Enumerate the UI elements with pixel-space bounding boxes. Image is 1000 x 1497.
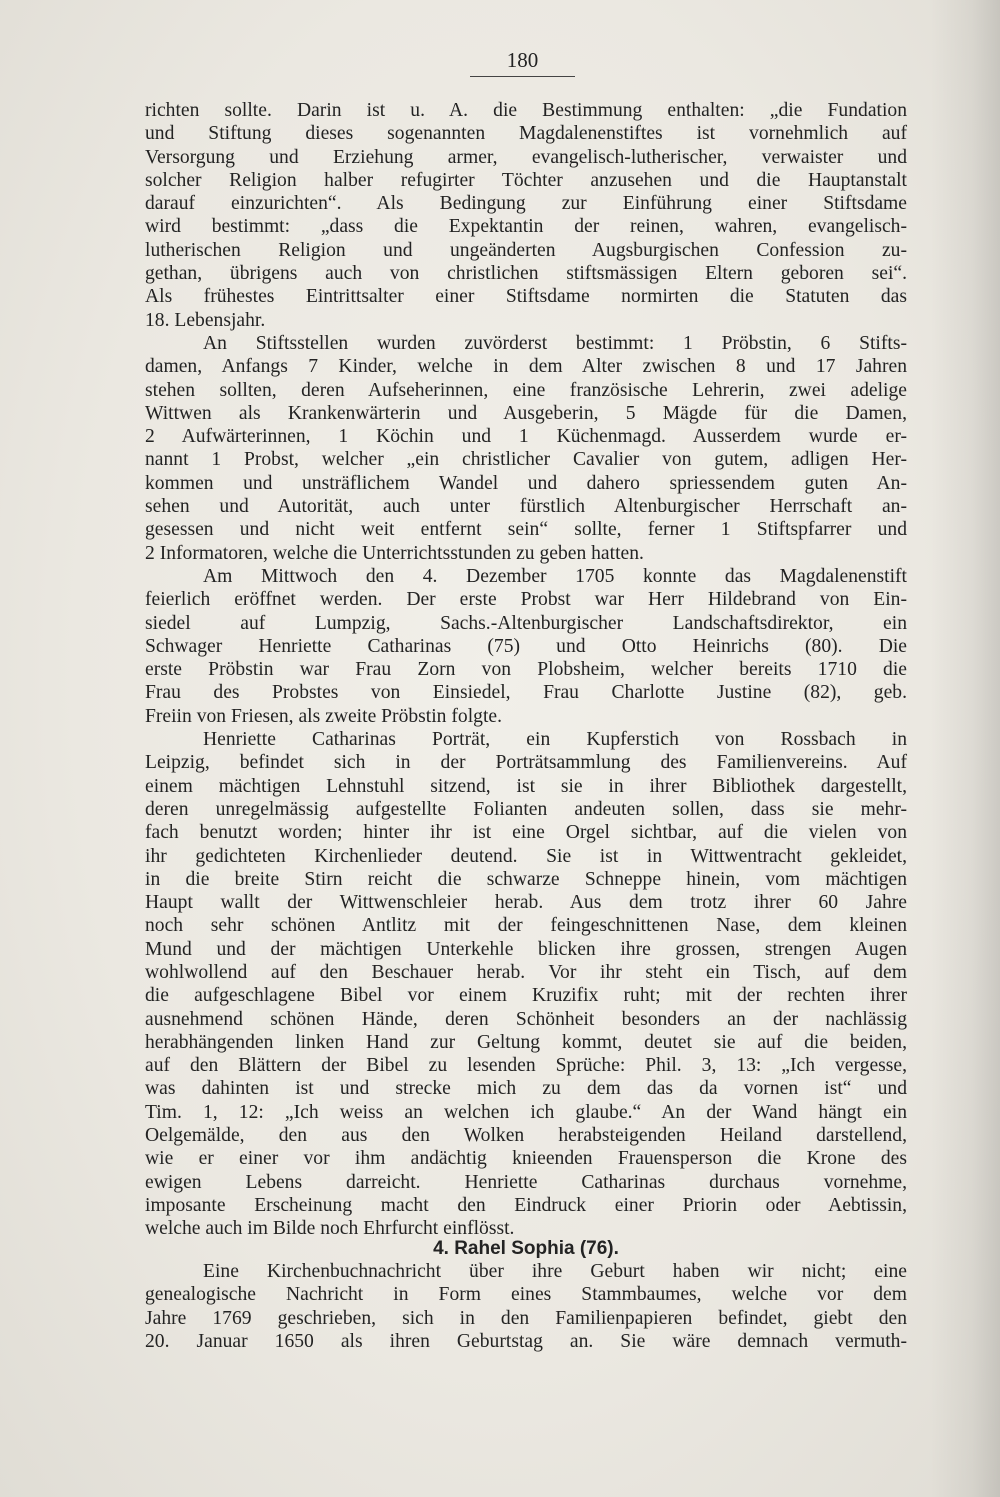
text-line: fach benutzt worden; hinter ihr ist eine Orgel sichtbar, auf die vielen von: [145, 822, 907, 844]
text-line: in die breite Stirn reicht die schwarze Schneppe hinein, vom mächtigen: [145, 868, 907, 890]
text-line: noch sehr schönen Antlitz mit der feingeschnittenen Nase, dem kleinen: [145, 915, 907, 937]
text-line: herabhängenden linken Hand zur Geltung kommt, deutet sie auf die beiden,: [145, 1031, 907, 1053]
text-line: 18. Lebensjahr.: [145, 309, 266, 331]
text-line: auf den Blättern der Bibel zu lesenden Sprüche: Phil. 3, 13: „Ich vergesse,: [145, 1055, 907, 1077]
text-line: Als frühestes Eintrittsalter einer Stiftsdame normirten die Statuten das: [145, 286, 907, 308]
text-line: deren unregelmässig aufgestellte Folianten andeuten sollen, dass sie mehr-: [145, 798, 907, 820]
text-line: damen, Anfangs 7 Kinder, welche in dem Alter zwischen 8 und 17 Jahren: [145, 356, 907, 378]
text-line: An Stiftsstellen wurden zuvörderst bestimmt: 1 Pröbstin, 6 Stifts-: [203, 332, 907, 354]
text-line: wie er einer vor ihm andächtig knieenden Frauensperson die Krone des: [145, 1148, 907, 1170]
text-line: Am Mittwoch den 4. Dezember 1705 konnte das Magdalenenstift: [203, 565, 907, 587]
text-line: genealogische Nachricht in Form eines Stammbaumes, welche vor dem: [145, 1284, 907, 1306]
text-line: Haupt wallt der Wittwenschleier herab. Aus dem trotz ihrer 60 Jahre: [145, 892, 907, 914]
text-line: feierlich eröffnet werden. Der erste Probst war Herr Hildebrand von Ein-: [145, 589, 907, 611]
text-line: Versorgung und Erziehung armer, evangelisch-lutherischer, verwaister und: [145, 146, 907, 168]
body-text-upper: [145, 99, 907, 1241]
text-line: 20. Januar 1650 als ihren Geburtstag an. Sie wäre demnach vermuth-: [145, 1330, 907, 1352]
text-line: welche auch im Bilde noch Ehrfurcht einflösst.: [145, 1218, 515, 1240]
text-line: Mund und der mächtigen Unterkehle blicken ihre grossen, strengen Augen: [145, 938, 907, 960]
text-line: 2 Informatoren, welche die Unterrichtsstunden zu geben hatten.: [145, 542, 644, 564]
body-text-lower: [145, 1260, 907, 1353]
text-line: 2 Aufwärterinnen, 1 Köchin und 1 Küchenmagd. Ausserdem wurde er-: [145, 426, 907, 448]
text-line: Wittwen als Krankenwärterin und Ausgeberin, 5 Mägde für die Damen,: [145, 402, 907, 424]
text-line: darauf einzurichten“. Als Bedingung zur Einführung einer Stiftsdame: [145, 193, 907, 215]
text-line: Tim. 1, 12: „Ich weiss an welchen ich glaube.“ An der Wand hängt ein: [145, 1101, 907, 1123]
text-line: die aufgeschlagene Bibel vor einem Kruzifix ruht; mit der rechten ihrer: [145, 985, 907, 1007]
text-line: sehen und Autorität, auch unter fürstlich Altenburgischer Herrschaft an-: [145, 496, 907, 518]
text-line: wird bestimmt: „dass die Expektantin der reinen, wahren, evangelisch-: [145, 216, 907, 238]
text-line: Leipzig, befindet sich in der Porträtsammlung des Familienvereins. Auf: [145, 752, 907, 774]
text-line: Freiin von Friesen, als zweite Pröbstin folgte.: [145, 705, 502, 727]
text-line: Frau des Probstes von Einsiedel, Frau Charlotte Justine (82), geb.: [145, 682, 907, 704]
text-line: Oelgemälde, den aus den Wolken herabsteigenden Heiland darstellend,: [145, 1125, 907, 1147]
section-heading: 4. Rahel Sophia (76).: [433, 1238, 619, 1259]
text-line: kommen und unsträflichem Wandel und dahero spriessendem guten An-: [145, 472, 907, 494]
text-line: Schwager Henriette Catharinas (75) und Otto Heinrichs (80). Die: [145, 635, 907, 657]
text-line: stehen sollten, deren Aufseherinnen, eine französische Lehrerin, zwei adelige: [145, 379, 907, 401]
text-line: ihr gedichteten Kirchenlieder deutend. Sie ist in Wittwentracht gekleidet,: [145, 845, 907, 867]
text-line: imposante Erscheinung macht den Eindruck einer Priorin oder Aebtissin,: [145, 1194, 907, 1216]
text-line: was dahinten ist und strecke mich zu dem das da vornen ist“ und: [145, 1078, 907, 1100]
text-line: Henriette Catharinas Porträt, ein Kupferstich von Rossbach in: [203, 729, 907, 751]
text-line: ewigen Lebens darreicht. Henriette Catharinas durchaus vornehme,: [145, 1171, 907, 1193]
text-line: gethan, übrigens auch von christlichen stiftsmässigen Eltern geboren sei“.: [145, 263, 907, 285]
page-number: 180: [470, 46, 575, 77]
text-line: gesessen und nicht weit entfernt sein“ sollte, ferner 1 Stiftspfarrer und: [145, 519, 907, 541]
text-line: nannt 1 Probst, welcher „ein christlicher Cavalier von gutem, adligen Her-: [145, 449, 907, 471]
text-line: Eine Kirchenbuchnachricht über ihre Geburt haben wir nicht; eine: [203, 1261, 907, 1282]
text-line: einem mächtigen Lehnstuhl sitzend, ist sie in ihrer Bibliothek dargestellt,: [145, 775, 907, 797]
text-line: ausnehmend schönen Hände, deren Schönheit besonders an der nachlässig: [145, 1008, 907, 1030]
text-line: wohlwollend auf den Beschauer herab. Vor ihr steht ein Tisch, auf dem: [145, 961, 907, 983]
text-line: richten sollte. Darin ist u. A. die Bestimmung enthalten: „die Fundation: [145, 100, 907, 121]
text-line: Jahre 1769 geschrieben, sich in den Familienpapieren befindet, giebt den: [145, 1307, 907, 1329]
page-edge-shadow: [930, 0, 1000, 1497]
text-line: erste Pröbstin war Frau Zorn von Plobsheim, welcher bereits 1710 die: [145, 659, 907, 681]
text-line: siedel auf Lumpzig, Sachs.-Altenburgischer Landschaftsdirektor, ein: [145, 612, 907, 634]
text-line: lutherischen Religion und ungeänderten Augsburgischen Confession zu-: [145, 239, 907, 261]
text-line: solcher Religion halber refugirter Töchter anzusehen und die Hauptanstalt: [145, 169, 907, 191]
text-line: und Stiftung dieses sogenannten Magdalenenstiftes ist vornehmlich auf: [145, 123, 907, 145]
